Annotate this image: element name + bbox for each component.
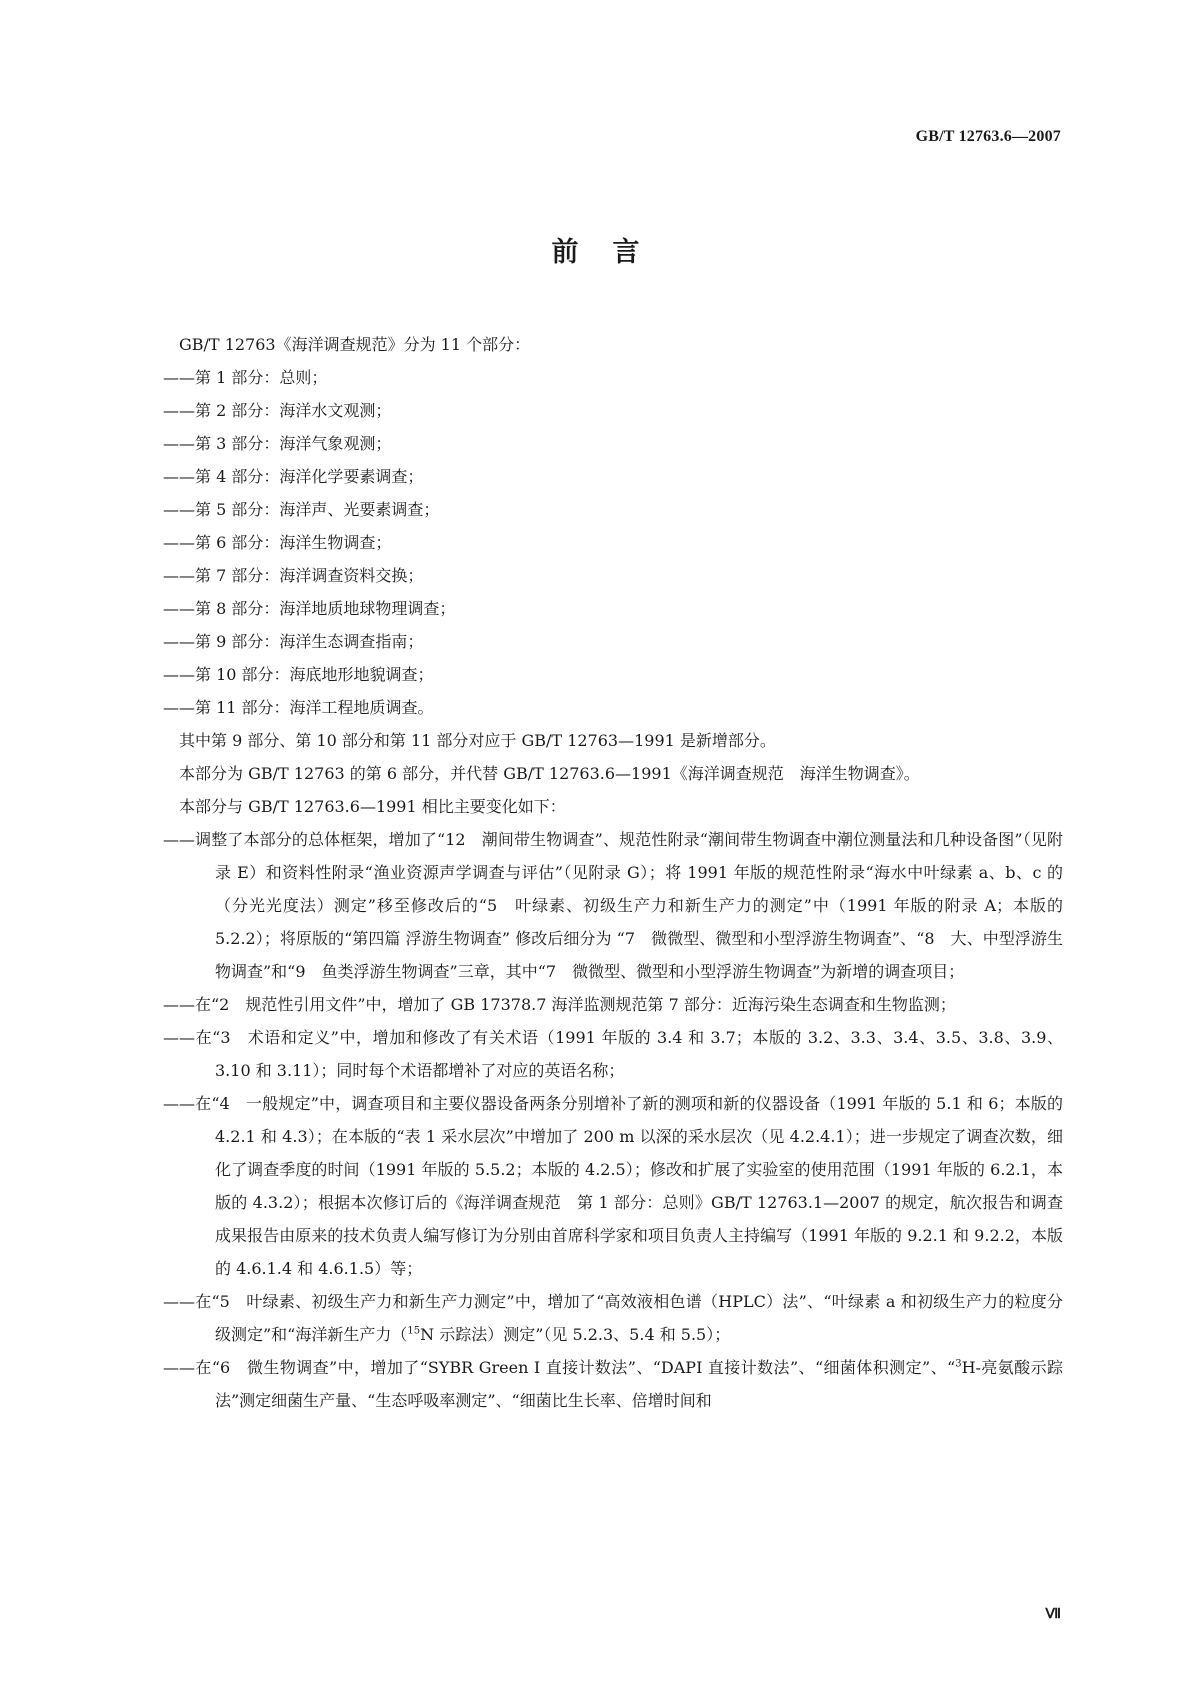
change-item-terms: ——在“3 术语和定义”中，增加和修改了有关术语（1991 年版的 3.4 和 3.7；本版的 3.2、3.3、3.4、3.5、3.8、3.9、3.10 和 3.11）；同时每个术语都增补了对应的英语名称； [163,1028,1063,1080]
list-item: ——第 8 部分：海洋地质地球物理调查； [163,599,456,618]
list-item: ——第 11 部分：海洋工程地质调查。 [163,698,434,717]
list-item: ——第 9 部分：海洋生态调查指南； [163,632,424,651]
list-item: ——第 1 部分：总则； [163,368,328,387]
standard-id: GB/T 12763.6—2007 [915,128,1061,145]
list-item: ——第 10 部分：海底地形地貌调查； [163,665,434,684]
new-parts-paragraph: 其中第 9 部分、第 10 部分和第 11 部分对应于 GB/T 12763—1991 是新增部分。 [179,731,776,750]
foreword-body [127,328,1063,1417]
change-item-references: ——在“2 规范性引用文件”中，增加了 GB 17378.7 海洋监测规范第 7 部分：近海污染生态调查和生物监测； [163,995,956,1014]
superscript: 15 [407,1325,421,1337]
text-segment: ——在“6 微生物调查”中，增加了“SYBR Green I 直接计数法”、“DAPI 直接计数法”、“细菌体积测定”、“ [163,1358,956,1377]
list-item: ——第 7 部分：海洋调查资料交换； [163,566,424,585]
list-item: ——第 6 部分：海洋生物调查； [163,533,392,552]
list-item: ——第 2 部分：海洋水文观测； [163,401,392,420]
changes-intro-paragraph: 本部分与 GB/T 12763.6—1991 相比主要变化如下： [179,797,566,816]
text-segment: ——在“5 叶绿素、初级生产力和新生产力测定”中，增加了“高效液相色谱（HPLC）法”、“叶绿素 a 和初级生产力的粒度分级测定”和“海洋新生产力（ [163,1292,1063,1344]
page-title: 前言 [551,237,674,268]
text-segment: H-亮氨酸示踪法”测定细菌生产量、“生态呼吸率测定”、“细菌比生长率、倍增时间和 [215,1358,1063,1410]
change-item-microbiology [127,1351,1063,1417]
change-item-general-rules: ——在“4 一般规定”中，调查项目和主要仪器设备两条分别增补了新的测项和新的仪器设备（1991 年版的 5.1 和 6；本版的 4.2.1 和 4.3）；在本版的“表 1 采水层次”中增加了 200 m 以深的采水层次（见 4.2.4.1）；进一步规定了调查次数，细化了调查季度的时间（1991 年版的 5.5.2；本版的 4.2.5）；修改和扩展了实验室的使用范围（1991 年版的 6.2.1，本版的 4.3.2）；根据本次修订后的《海洋调查规范 第 1 部分：总则》GB/T 12763.1—2007 的规定，航次报告和调查成果报告由原来的技术负责人编写修订为分别由首席科学家和项目负责人主持编写（1991 年版的 9.2.1 和 9.2.2，本版的 4.6.1.4 和 4.6.1.5）等； [163,1094,1063,1278]
replaces-paragraph: 本部分为 GB/T 12763 的第 6 部分，并代替 GB/T 12763.6—1991《海洋调查规范 海洋生物调查》。 [179,764,920,783]
list-item: ——第 3 部分：海洋气象观测； [163,434,392,453]
list-item: ——第 4 部分：海洋化学要素调查； [163,467,424,486]
list-item: ——第 5 部分：海洋声、光要素调查； [163,500,440,519]
page-number: Ⅶ [1045,1607,1061,1622]
change-item-chlorophyll [127,1285,1063,1351]
change-item-framework: ——调整了本部分的总体框架，增加了“12 潮间带生物调查”、规范性附录“潮间带生物调查中潮位测量法和几种设备图”（见附录 E）和资料性附录“渔业资源声学调查与评估”（见附录 G）；将 1991 年版的规范性附录“海水中叶绿素 a、b、c 的（分光光度法）测定”移至修改后的“5 叶绿素、初级生产力和新生产力的测定”中（1991 年版的附录 A；本版的 5.2.2）；将原版的“第四篇 浮游生物调查” 修改后细分为 “7 微微型、微型和小型浮游生物调查”、“8 大、中型浮游生物调查”和“9 鱼类浮游生物调查”三章，其中“7 微微型、微型和小型浮游生物调查”为新增的调查项目； [163,830,1063,981]
intro-paragraph: GB/T 12763《海洋调查规范》分为 11 个部分： [179,335,531,354]
text-segment: N 示踪法）测定”（见 5.2.3、5.4 和 5.5）； [420,1325,731,1344]
superscript: 3 [955,1358,962,1370]
